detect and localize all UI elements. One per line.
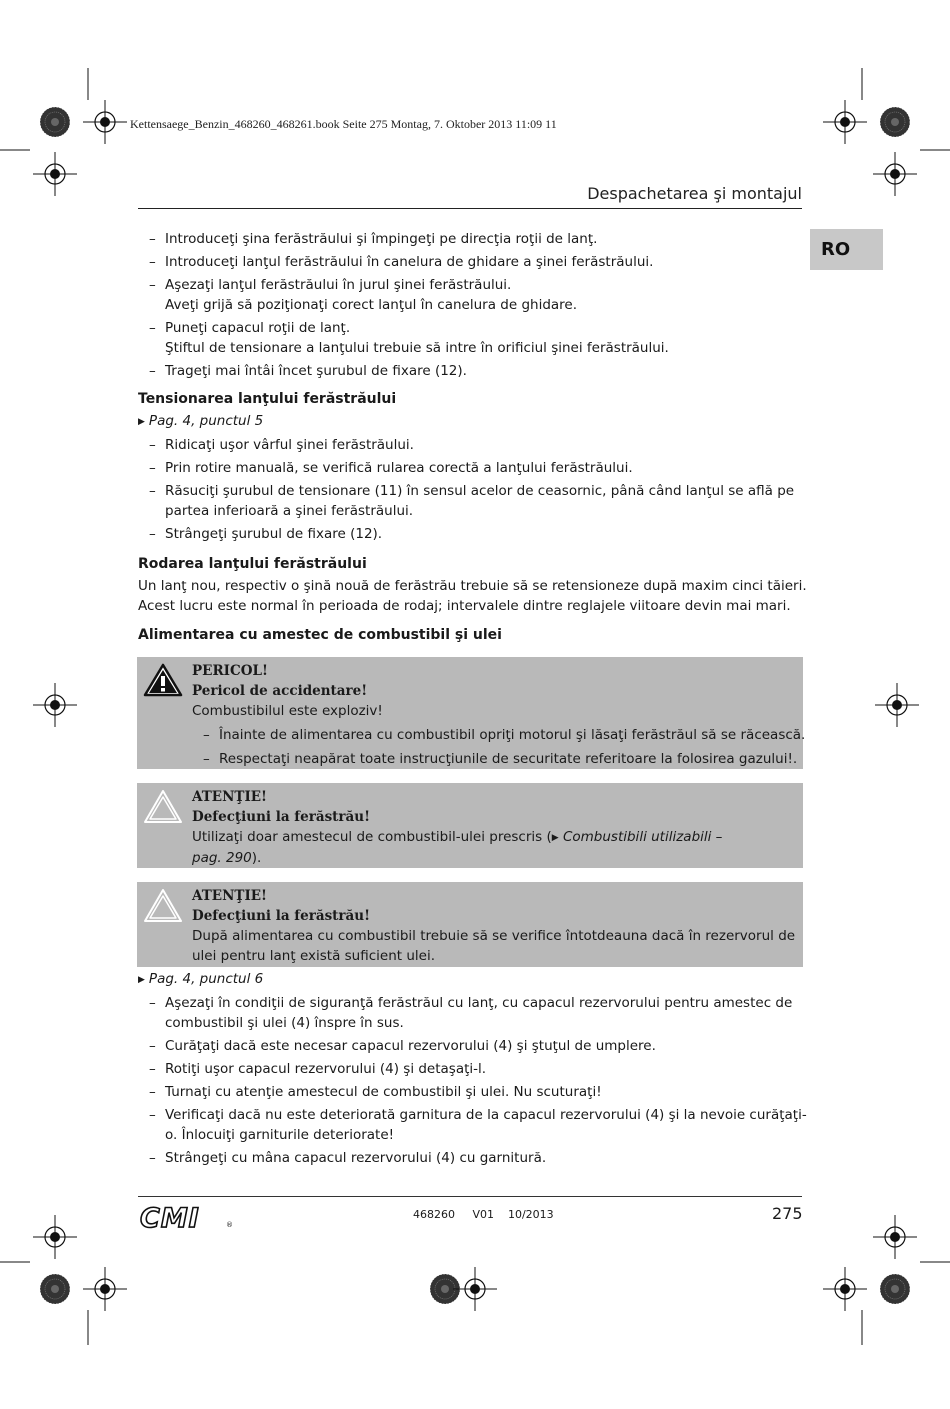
caution-subtitle: Defecţiuni la ferăstrău!	[192, 908, 371, 924]
header-divider	[138, 208, 802, 209]
list-item: – Strângeţi şurubul de fixare (12).	[138, 524, 802, 544]
section-heading-break-in: Rodarea lanţului ferăstrăului	[138, 556, 367, 572]
assembly-steps	[138, 229, 802, 381]
caution-icon	[143, 789, 183, 825]
caution-text: ulei pentru lanţ există suficient ulei.	[192, 948, 436, 964]
danger-subtitle: Pericol de accidentare!	[192, 683, 368, 699]
svg-text:CMI: CMI	[140, 1203, 200, 1231]
caution-box-oil	[137, 882, 803, 967]
list-item: – Puneţi capacul roţii de lanţ. Ştiftul de tensionare a lanţului trebuie să intre în orificiul şinei ferăstrăului.	[138, 318, 802, 358]
paragraph-line: Un lanţ nou, respectiv o şină nouă de ferăstrău trebuie să se retensioneze după maxim cinci tăieri.	[138, 578, 807, 594]
footer-divider	[138, 1196, 802, 1197]
caution-text: Utilizaţi doar amestecul de combustibil-ulei prescris (▶ Combustibili utilizabili –	[192, 829, 723, 845]
section-heading-chain-tension: Tensionarea lanţului ferăstrăului	[138, 391, 397, 407]
caution-icon	[143, 888, 183, 924]
list-item: – Aşezaţi în condiţii de siguranţă ferăstrăul cu lanţ, cu capacul rezervorului pentru amestec de combustibil şi ulei (4) înspre în sus.	[138, 993, 802, 1033]
print-info: Kettensaege_Benzin_468260_468261.book Seite 275 Montag, 7. Oktober 2013 11:09 11	[130, 117, 557, 131]
list-item: – Rotiţi uşor capacul rezervorului (4) şi detaşaţi-l.	[138, 1059, 802, 1079]
list-item: – Verificaţi dacă nu este deteriorată garnitura de la capacul rezervorului (4) şi la nevoie curăţaţi- o. Înlocuiţi garniturile deteriorate!	[138, 1105, 802, 1145]
arrow-right-icon: ▶	[551, 833, 559, 843]
svg-text:®: ®	[226, 1221, 233, 1229]
list-item: – Aşezaţi lanţul ferăstrăului în jurul şinei ferăstrăului. Aveţi grijă să poziţionaţi corect lanţul în canelura de ghidare.	[138, 275, 802, 315]
list-item: – Înainte de alimentarea cu combustibil opriţi motorul şi lăsaţi ferăstrăul să se răcească.	[192, 725, 797, 745]
cross-reference-page[interactable]: pag. 290	[192, 850, 252, 866]
list-item: – Respectaţi neapărat toate instrucţiunile de securitate referitoare la folosirea gazului!.	[192, 749, 797, 769]
danger-text: Combustibilul este exploziv!	[192, 703, 383, 719]
danger-title: PERICOL!	[192, 663, 268, 679]
list-item: – Curăţaţi dacă este necesar capacul rezervorului (4) şi ştuţul de umplere.	[138, 1036, 802, 1056]
list-item: – Răsuciţi şurubul de tensionare (11) în sensul acelor de ceasornic, până când lanţul se află pe partea inferioară a şinei ferăstrăului.	[138, 481, 802, 521]
list-item: – Introduceţi lanţul ferăstrăului în canelura de ghidare a şinei ferăstrăului.	[138, 252, 802, 272]
caution-text: După alimentarea cu combustibil trebuie să se verifice întotdeauna dacă în rezervorul de	[192, 928, 796, 944]
caution-title: ATENŢIE!	[192, 888, 267, 904]
document-code: 468260 V01 10/2013	[413, 1208, 554, 1221]
list-item: – Strângeţi cu mâna capacul rezervorului (4) cu garnitură.	[138, 1148, 802, 1168]
list-item: – Introduceţi şina ferăstrăului şi împingeţi pe direcţia roţii de lanţ.	[138, 229, 802, 249]
page-title: Despachetarea şi montajul	[587, 184, 802, 203]
caution-box-fuel	[137, 783, 803, 868]
list-item: – Trageţi mai întâi încet şurubul de fixare (12).	[138, 361, 802, 381]
arrow-right-icon: ▶	[138, 417, 145, 427]
main-content	[138, 226, 807, 1168]
cross-reference-link[interactable]: Combustibili utilizabili –	[562, 829, 723, 845]
figure-reference: ▶ Pag. 4, punctul 6	[138, 971, 264, 987]
caution-title: ATENŢIE!	[192, 789, 267, 805]
figure-reference: ▶ Pag. 4, punctul 5	[138, 413, 264, 429]
section-heading-refuelling: Alimentarea cu amestec de combustibil şi ulei	[138, 627, 502, 643]
list-item: – Turnaţi cu atenţie amestecul de combustibil şi ulei. Nu scuturaţi!	[138, 1082, 802, 1102]
caution-text-cont: pag. 290).	[192, 850, 262, 866]
paragraph-line: Acest lucru este normal în perioada de rodaj; intervalele dintre reglajele viitoare devin mai mari.	[138, 598, 791, 614]
page-number: 275	[772, 1204, 803, 1223]
arrow-right-icon: ▶	[138, 975, 145, 985]
list-item: – Prin rotire manuală, se verifică rularea corectă a lanţului ferăstrăului.	[138, 458, 802, 478]
caution-subtitle: Defecţiuni la ferăstrău!	[192, 809, 371, 825]
list-item: – Ridicaţi uşor vârful şinei ferăstrăului.	[138, 435, 802, 455]
cmi-logo	[138, 1203, 234, 1231]
language-tab: RO	[810, 229, 883, 270]
danger-box	[137, 657, 806, 769]
danger-warning-icon	[143, 663, 183, 697]
